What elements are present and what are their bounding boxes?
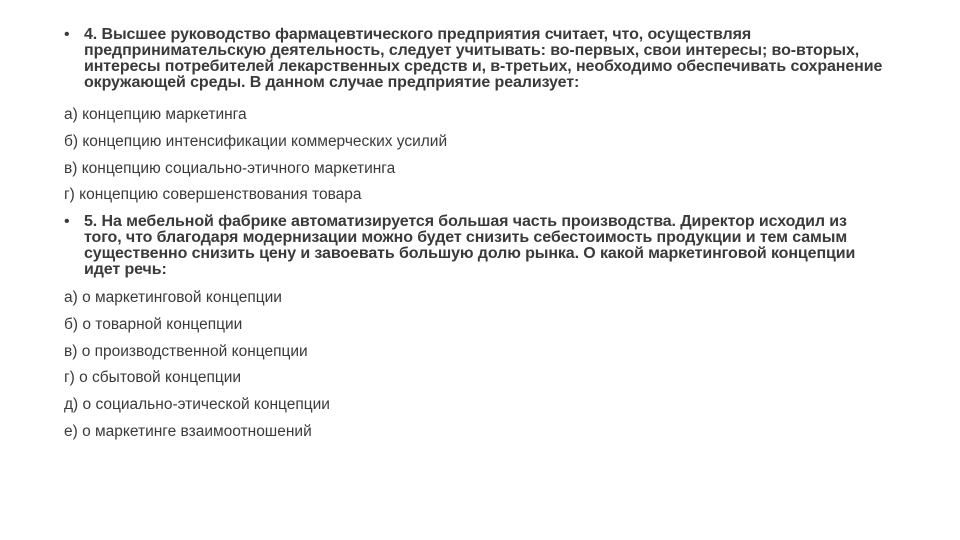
answer-option-b: б) концепцию интенсификации коммерческих усилий <box>64 132 448 150</box>
bullet: • <box>64 26 70 43</box>
question-4-text: 4. Высшее руководство фармацевтического предприятия считает, что, осуществляя предпринимательскую деятельность, следует учитывать: во-первых, свои интересы; во-вторых, интересы потребителей лекарственных средств и, в-третьих, необходимо обеспечивать сохранение окружающей среды. В данном случае предприятие реализует: <box>84 26 883 91</box>
question-5 <box>64 214 884 278</box>
answer-option-b: б) о товарной концепции <box>64 315 243 333</box>
answer-option-g: г) концепцию совершенствования товара <box>64 186 362 204</box>
answer-option-a: а) концепцию маркетинга <box>64 106 247 123</box>
answer-option-v: в) о производственной концепции <box>64 342 308 360</box>
answer-option-e: е) о маркетинге взаимоотношений <box>64 422 312 440</box>
bullet: • <box>64 213 70 230</box>
question-5-answers <box>64 285 330 446</box>
question-4-answers <box>64 102 447 209</box>
answer-option-v: в) концепцию социально-этичного маркетинга <box>64 159 396 177</box>
question-4 <box>64 27 884 91</box>
answer-option-a: а) о маркетинговой концепции <box>64 289 282 306</box>
question-5-text: 5. На мебельной фабрике автоматизируется большая часть производства. Директор исходил из того, что благодаря модернизации можно будет снизить себестоимость продукции и тем самым существенно снизить цену и завоевать большую долю рынка. О какой маркетинговой концепции идет речь: <box>84 213 856 278</box>
answer-option-d: д) о социально-этической концепции <box>64 396 330 414</box>
answer-option-g: г) о сбытовой концепции <box>64 369 242 387</box>
